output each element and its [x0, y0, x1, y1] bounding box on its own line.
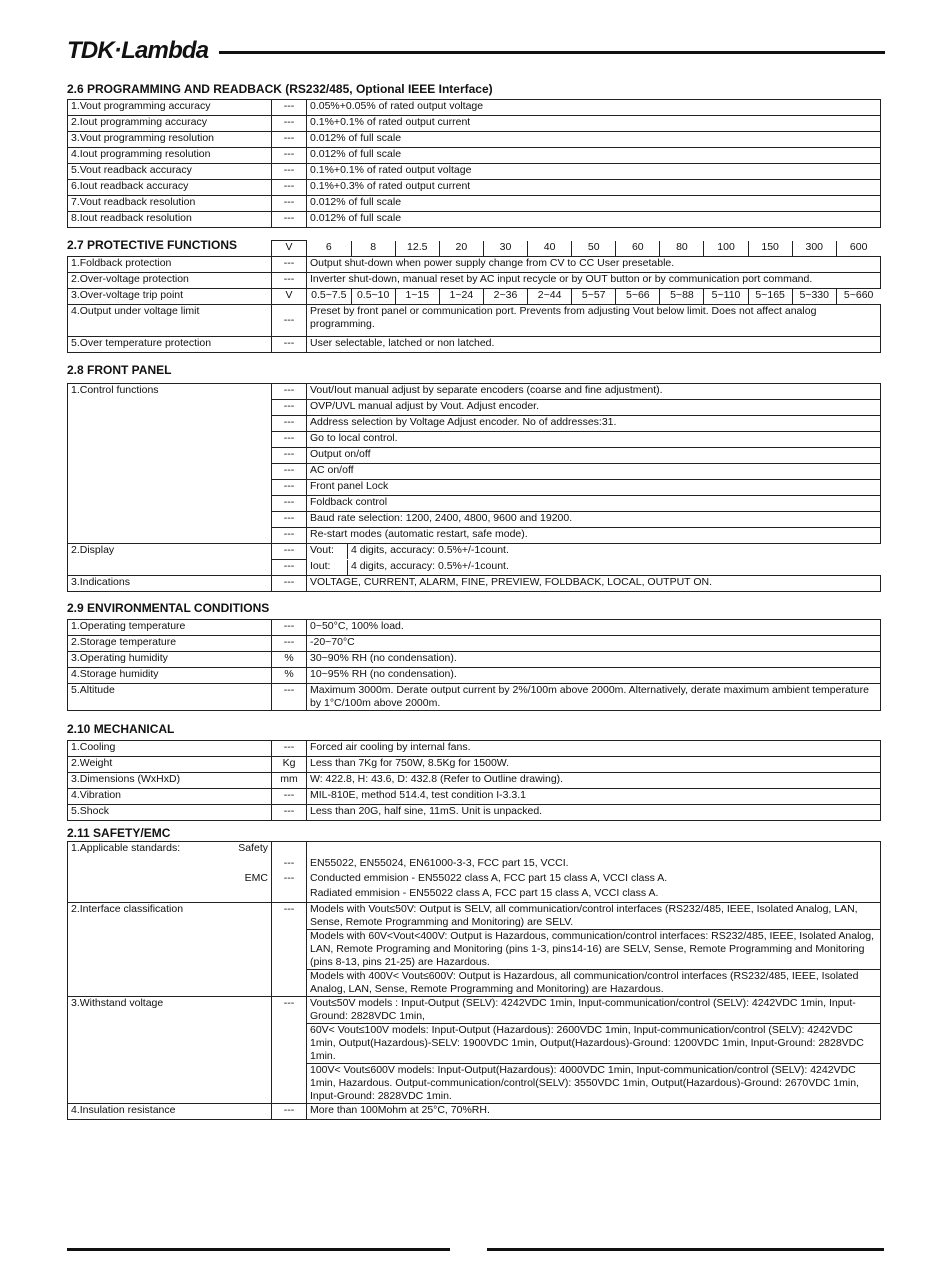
row-label: 2.Iout programming accuracy [68, 116, 272, 132]
ovp-trip-value: 2~36 [483, 289, 527, 304]
control-functions-label: 1.Control functions [68, 384, 272, 400]
row-unit: --- [272, 384, 307, 400]
front-panel-table [67, 383, 881, 592]
table-row [68, 620, 881, 636]
row-unit: --- [272, 100, 307, 116]
row-unit: mm [272, 773, 307, 789]
row-unit: --- [272, 180, 307, 196]
row-label: 1.Cooling [68, 741, 272, 757]
row-unit: --- [272, 480, 307, 496]
section-title-front-panel: 2.8 FRONT PANEL [67, 363, 172, 377]
row-unit: --- [272, 116, 307, 132]
interface-class-value-2: Models with 60V<Vout<400V: Output is Hazardous, communication/control interfaces: RS232/485, IEEE, Isolated Analog, LAN, Remote Programing and Monitoring (pins 1-3, pins14-16) are SELV, Sense, Remote Programming and Monitoring (pins 8-13, pins 21-25) are Hazardous. [307, 930, 881, 970]
table-row [68, 576, 881, 592]
row-label: 2.Weight [68, 757, 272, 773]
row-unit: --- [272, 164, 307, 180]
model-voltage: 12.5 [395, 241, 439, 256]
table-row [68, 180, 881, 196]
row-unit: --- [272, 544, 307, 560]
row-label: 8.Iout readback resolution [68, 212, 272, 228]
row-value: Maximum 3000m. Derate output current by 2%/100m above 2000m. Alternatively, derate maximum ambient temperature by 1°C/100m above 2000m. [307, 684, 881, 711]
table-row [68, 432, 881, 448]
indications-label: 3.Indications [68, 576, 272, 592]
indications-value: VOLTAGE, CURRENT, ALARM, FINE, PREVIEW, FOLDBACK, LOCAL, OUTPUT ON. [307, 576, 881, 592]
ot-label: 5.Over temperature protection [68, 337, 272, 353]
row-unit: --- [272, 448, 307, 464]
row-label: 2.Storage temperature [68, 636, 272, 652]
table-row [68, 652, 881, 668]
row-unit: % [272, 652, 307, 668]
insulation-label: 4.Insulation resistance [68, 1104, 272, 1120]
table-row [68, 789, 881, 805]
model-unit: V [272, 241, 307, 257]
model-voltage: 40 [528, 241, 572, 256]
model-voltage: 80 [660, 241, 704, 256]
table-row [68, 496, 881, 512]
row-unit: --- [272, 741, 307, 757]
programming-table [67, 99, 881, 228]
display-value [307, 544, 881, 560]
row-label: 7.Vout readback resolution [68, 196, 272, 212]
row-unit: --- [272, 496, 307, 512]
row-label: 3.Operating humidity [68, 652, 272, 668]
ot-value: User selectable, latched or non latched. [307, 337, 881, 353]
row-value: W: 422.8, H: 43.6, D: 432.8 (Refer to Outline drawing). [307, 773, 881, 789]
uvl-value: Preset by front panel or communication port. Prevents from adjusting Vout below limit. Does not affect analog programming. [307, 305, 881, 337]
ovp-trip-value: 0.5~10 [351, 289, 395, 304]
foldback-value: Output shut-down when power supply change from CV to CC User presetable. [307, 257, 881, 273]
table-row [68, 464, 881, 480]
table-row [68, 757, 881, 773]
row-unit: % [272, 668, 307, 684]
control-function-item: Address selection by Voltage Adjust encoder. No of addresses:31. [307, 416, 881, 432]
table-row [68, 480, 881, 496]
row-unit: --- [272, 464, 307, 480]
insulation-value: More than 100Mohm at 25°C, 70%RH. [307, 1104, 881, 1120]
model-voltage: 30 [483, 241, 527, 256]
row-value: 0.012% of full scale [307, 196, 881, 212]
ovp-trip-value: 2~44 [528, 289, 572, 304]
mechanical-table [67, 740, 881, 821]
model-voltage: 600 [836, 241, 880, 256]
model-voltage: 300 [792, 241, 836, 256]
control-function-item: Baud rate selection: 1200, 2400, 4800, 9600 and 19200. [307, 512, 881, 528]
control-function-item: Foldback control [307, 496, 881, 512]
row-value: 0~50°C, 100% load. [307, 620, 881, 636]
control-function-item: Vout/Iout manual adjust by separate encoders (coarse and fine adjustment). [307, 384, 881, 400]
model-voltage: 8 [351, 241, 395, 256]
model-voltage: 6 [325, 240, 332, 253]
row-label: 6.Iout readback accuracy [68, 180, 272, 196]
ovp-trip-value: 5~66 [616, 289, 660, 304]
table-row [68, 400, 881, 416]
header-rule [219, 51, 885, 54]
row-unit: --- [272, 512, 307, 528]
uvl-label: 4.Output under voltage limit [68, 305, 272, 337]
row-value: 0.1%+0.1% of rated output current [307, 116, 881, 132]
table-row [68, 668, 881, 684]
emc-radiated-value: Radiated emmision - EN55022 class A, FCC part 15 class A, VCCI class A. [307, 887, 881, 903]
row-unit: --- [272, 416, 307, 432]
table-row [68, 212, 881, 228]
emc-conducted-value: Conducted emmision - EN55022 class A, FCC part 15 class A, VCCI class A. [307, 872, 881, 887]
ovp-trip-value: 5~660 [836, 289, 880, 304]
table-row [68, 164, 881, 180]
display-spec: 4 digits, accuracy: 0.5%+/-1count. [351, 544, 509, 556]
display-label: 2.Display [68, 544, 272, 560]
withstand-value-1: Vout≤50V models : Input-Output (SELV): 4242VDC 1min, Input-communication/control (SELV): 4242VDC 1min, Input-Ground: 2828VDC 1min, [307, 997, 881, 1024]
model-header-row [307, 241, 881, 256]
standards-label: 1.Applicable standards: Safety [68, 842, 272, 858]
foldback-label: 1.Foldback protection [68, 257, 272, 273]
row-value: 0.012% of full scale [307, 132, 881, 148]
model-voltage: 100 [704, 241, 748, 256]
ovp-trip-value: 1~15 [395, 289, 439, 304]
row-unit: Kg [272, 757, 307, 773]
ovp-trip-row [307, 289, 881, 304]
page-header [67, 36, 885, 68]
ovp-trip-value: 5~165 [748, 289, 792, 304]
model-voltage: 150 [748, 241, 792, 256]
section-title-programming: 2.6 PROGRAMMING AND READBACK (RS232/485, Optional IEEE Interface) [67, 82, 493, 96]
section-title-safety: 2.11 SAFETY/EMC [67, 826, 171, 840]
row-value: 0.05%+0.05% of rated output voltage [307, 100, 881, 116]
control-function-item: AC on/off [307, 464, 881, 480]
interface-class-label: 2.Interface classification [68, 903, 272, 997]
row-unit: --- [272, 805, 307, 821]
display-key: Vout: [307, 544, 348, 559]
row-label: 5.Altitude [68, 684, 272, 711]
control-function-item: Output on/off [307, 448, 881, 464]
table-row [68, 416, 881, 432]
table-row [68, 805, 881, 821]
withstand-label: 3.Withstand voltage [68, 997, 272, 1104]
table-row [68, 544, 881, 560]
section-title-protective: 2.7 PROTECTIVE FUNCTIONS [67, 238, 238, 252]
row-label: 4.Iout programming resolution [68, 148, 272, 164]
withstand-value-3: 100V< Vout≤600V models: Input-Output(Hazardous): 4000VDC 1min, Input-communication/control (SELV): 4242VDC 1min, Hazardous. Output-communication/control(SELV): 3550VDC 1min, Output(Hazardous)-Ground: 2670VDC 1min, Input-Ground: 2828VDC 1min. [307, 1064, 881, 1104]
row-unit: --- [272, 400, 307, 416]
row-value: MIL-810E, method 514.4, test condition I-3.3.1 [307, 789, 881, 805]
interface-class-value-1: Models with Vout≤50V: Output is SELV, all communication/control interfaces (RS232/485, IEEE, Isolated Analog, LAN, Sense, Remote Programming and Monitoring) are SELV. [307, 903, 881, 930]
table-row [68, 684, 881, 711]
control-function-item: OVP/UVL manual adjust by Vout. Adjust encoder. [307, 400, 881, 416]
table-row [68, 384, 881, 400]
table-row [68, 148, 881, 164]
emc-label: EMC [244, 872, 268, 884]
interface-class-value-3: Models with 400V< Vout≤600V: Output is Hazardous, all communication/control interfaces (RS232/485, IEEE, Isolated Analog, LAN, Sense, Remote Programming and Monitoring) are Hazardous. [307, 970, 881, 997]
table-row [68, 560, 881, 576]
row-label: 4.Vibration [68, 789, 272, 805]
table-row [68, 636, 881, 652]
row-value: Less than 20G, half sine, 11mS. Unit is unpacked. [307, 805, 881, 821]
table-row [68, 528, 881, 544]
row-value: Less than 7Kg for 750W, 8.5Kg for 1500W. [307, 757, 881, 773]
environmental-table [67, 619, 881, 711]
row-label: 3.Dimensions (WxHxD) [68, 773, 272, 789]
row-value: 0.012% of full scale [307, 212, 881, 228]
display-value [307, 560, 881, 576]
footer-rule-right [487, 1248, 884, 1251]
row-value: 10~95% RH (no condensation). [307, 668, 881, 684]
table-row [68, 116, 881, 132]
tdk-lambda-logo: TDK·Lambda [67, 37, 209, 64]
table-row [68, 448, 881, 464]
row-unit: --- [272, 132, 307, 148]
table-row [68, 512, 881, 528]
row-unit: --- [272, 636, 307, 652]
row-label: 5.Vout readback accuracy [68, 164, 272, 180]
model-voltage: 60 [616, 241, 660, 256]
ovp-value: Inverter shut-down, manual reset by AC input recycle or by OUT button or by communication port command. [307, 273, 881, 289]
model-voltage: 50 [572, 241, 616, 256]
row-unit: --- [272, 620, 307, 636]
section-title-environmental: 2.9 ENVIRONMENTAL CONDITIONS [67, 601, 270, 615]
table-row [68, 773, 881, 789]
ovp-trip-value: 0.5~7.5 [311, 289, 347, 301]
row-value: Forced air cooling by internal fans. [307, 741, 881, 757]
table-row [68, 741, 881, 757]
ovp-trip-value: 5~88 [660, 289, 704, 304]
table-row [68, 100, 881, 116]
control-function-item: Re-start modes (automatic restart, safe mode). [307, 528, 881, 544]
row-unit: --- [272, 212, 307, 228]
safety-table: 1.Applicable standards: Safety --- EN55022, EN55024, EN61000-3-3, FCC part 15, VCCI. EMC --- Conducted emmision - EN55022 class A, FCC part 15 class A, VCCI class A. Radiated emmision - EN55022 class A, FCC part 15 class A, VCCI class A. 2.Interface classification --- Models with Vout≤50V: Output is SELV, all communication/control interfaces (RS232/485, IEEE, Isolated Analog, LAN, Sense, Remote Programming and Monitoring) are SELV. Models with 60V<Vout<400V: Output is Hazardous, communication/control interfaces: RS232/485, IEEE, Isolated Analog, LAN, Remote Programing and Monitoring (pins 1-3, pins14-16) are SELV, Sense, Remote Programming and Monitoring (pins 8-13, pins 21-25) are Hazardous. Models with 400V< Vout≤600V: Output is Hazardous, all communication/control interfaces (RS232/485, IEEE, Isolated Analog, LAN, Sense, Remote Programming and Monitoring) are Hazardous. 3.Withstand voltage --- Vout≤50V models : Input-Output (SELV): 4242VDC 1min, Input-communication/control (SELV): 4242VDC 1min, Input-Ground: 2828VDC 1min, 60V< Vout≤100V models: Input-Output (Hazardous): 2600VDC 1min, Input-communication/control (SELV): 4242VDC 1min, Output(Hazardous)-SELV: 1900VDC 1min, Output(Hazardous)-Ground: 1200VDC 1min, Input-Ground: 2828VDC 1min. 100V< Vout≤600V models: Input-Output(Hazardous): 4000VDC 1min, Input-communication/control (SELV): 4242VDC 1min, Hazardous. Output-communication/control(SELV): 3550VDC 1min, Output(Hazardous)-Ground: 2670VDC 1min, Input-Ground: 2828VDC 1min. 4.Insulation resistance --- More than 100Mohm at 25°C, 70%RH. [67, 841, 881, 1120]
model-voltage: 20 [439, 241, 483, 256]
safety-standards-value: EN55022, EN55024, EN61000-3-3, FCC part 15, VCCI. [307, 857, 881, 872]
row-unit: --- [272, 789, 307, 805]
control-function-item: Go to local control. [307, 432, 881, 448]
ovp-trip-value: 5~110 [704, 289, 748, 304]
row-value: 0.012% of full scale [307, 148, 881, 164]
row-value: -20~70°C [307, 636, 881, 652]
protective-table: V 6 8 12.5 20 30 40 50 60 80 100 150 300 600 1.Foldback protection --- Output shut-down when power supply change from CV to CC User presetable. 2.Over-voltage protection --- Inverter shut-down, manual reset by AC input recycle or by OUT button or by communication port command. 3.Over-voltage trip point V 0.5~7.5 0.5~10 1~15 1~24 2~36 2~44 5~57 5~66 5~88 5~110 5~165 5~330 5~660 4.Output under voltage limit --- Preset by front panel or communication port. Prevents from adjusting Vout below limit. Does not affect analog programming. 5.Over temperature protection --- User selectable, latched or non latched. [67, 240, 881, 353]
row-label: 3.Vout programming resolution [68, 132, 272, 148]
row-unit: --- [272, 196, 307, 212]
ovp-label: 2.Over-voltage protection [68, 273, 272, 289]
ovp-trip-value: 1~24 [439, 289, 483, 304]
row-unit: --- [272, 560, 307, 576]
row-unit: --- [272, 576, 307, 592]
row-label: 1.Operating temperature [68, 620, 272, 636]
table-row [68, 132, 881, 148]
row-unit: --- [272, 432, 307, 448]
ovp-trip-value: 5~330 [792, 289, 836, 304]
ovp-trip-value: 5~57 [572, 289, 616, 304]
row-value: 0.1%+0.3% of rated output current [307, 180, 881, 196]
control-function-item: Front panel Lock [307, 480, 881, 496]
section-title-mechanical: 2.10 MECHANICAL [67, 722, 175, 736]
row-value: 30~90% RH (no condensation). [307, 652, 881, 668]
footer-rule-left [67, 1248, 450, 1251]
ovp-trip-label: 3.Over-voltage trip point [68, 289, 272, 305]
row-unit: --- [272, 148, 307, 164]
display-key: Iout: [307, 560, 348, 575]
table-row [68, 196, 881, 212]
row-label: 4.Storage humidity [68, 668, 272, 684]
display-spec: 4 digits, accuracy: 0.5%+/-1count. [351, 559, 509, 572]
row-label: 1.Vout programming accuracy [68, 100, 272, 116]
row-unit: --- [272, 684, 307, 711]
row-value: 0.1%+0.1% of rated output voltage [307, 164, 881, 180]
withstand-value-2: 60V< Vout≤100V models: Input-Output (Hazardous): 2600VDC 1min, Input-communication/control (SELV): 4242VDC 1min, Output(Hazardous)-SELV: 1900VDC 1min, Output(Hazardous)-Ground: 1200VDC 1min, Input-Ground: 2828VDC 1min. [307, 1024, 881, 1064]
row-unit: --- [272, 528, 307, 544]
row-label: 5.Shock [68, 805, 272, 821]
